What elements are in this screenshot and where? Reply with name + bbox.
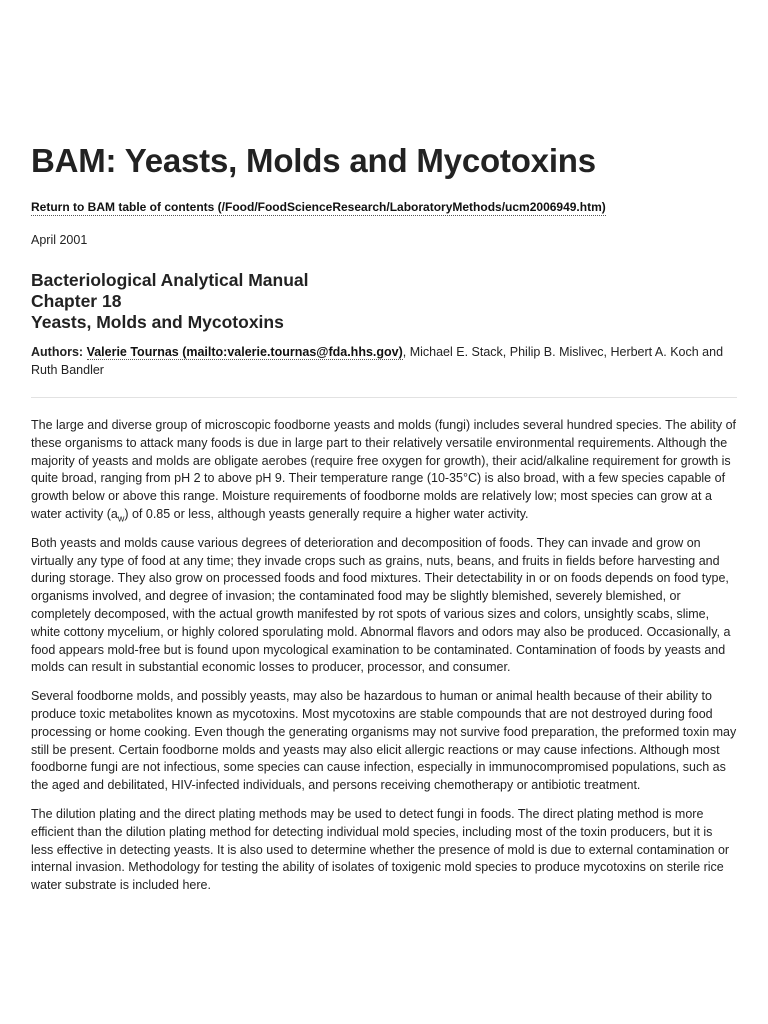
paragraph-4: The dilution plating and the direct plating methods may be used to detect fungi in foods. The direct plating method is more efficient than the dilution plating method for detecting individual mold species, including most of the toxin producers, but it is less effective in detecting yeasts. It is also used to determine whether the presence of mold is due to external contamination or internal invasion. Methodology for testing the ability of isolates of toxigenic mold species to produce mycotoxins on sterile rice water substrate is included here.: [31, 806, 730, 893]
author-email-link[interactable]: Valerie Tournas (mailto:valerie.tournas@fda.hhs.gov): [86, 345, 403, 359]
article-body: [31, 417, 737, 906]
manual-name: Bacteriological Analytical Manual: [31, 270, 309, 290]
paragraph-2: Both yeasts and molds cause various degrees of deterioration and decomposition of foods. They can invade and grow on virtually any type of food at any time; they invade crops such as grains, nuts, beans, and fruits in fields before harvesting and during storage. They also grow on processed foods and food mixtures. Their detectability in or on foods depends on food type, organisms involved, and degree of invasion; the contaminated food may be slightly blemished, severely blemished, or completely decomposed, with the actual growth manifested by rot spots of various sizes and colors, unsightly scabs, slime, white cottony mycelium, or highly colored sporulating mold. Abnormal flavors and odors may also be produced. Occasionally, a food appears mold-free but is found upon mycological examination to be contaminated. Contamination of foods by yeasts and molds can result in substantial economic losses to producer, processor, and consumer.: [31, 535, 731, 675]
paragraph-1-text-end: ) of 0.85 or less, although yeasts generally require a higher water activity.: [124, 506, 529, 521]
chapter-number: Chapter 18: [31, 291, 122, 311]
authors-line: [31, 344, 737, 379]
section-divider: [31, 397, 737, 398]
paragraph-1: [31, 417, 737, 524]
publication-date: April 2001: [31, 233, 88, 247]
chapter-title: Yeasts, Molds and Mycotoxins: [31, 312, 284, 332]
return-to-toc-link[interactable]: Return to BAM table of contents (/Food/FoodScienceResearch/LaboratoryMethods/ucm2006949.htm): [31, 200, 606, 214]
paragraph-3: Several foodborne molds, and possibly yeasts, may also be hazardous to human or animal health because of their ability to produce toxic metabolites known as mycotoxins. Most mycotoxins are stable compounds that are not destroyed during food processing or home cooking. Even though the generating organisms may not survive food preparation, the preformed toxin may still be present. Certain foodborne molds and yeasts may also elicit allergic reactions or may cause infections. Although most foodborne fungi are not infectious, some species can cause infection, especially in immunocompromised populations, such as the aged and debilitated, HIV-infected individuals, and persons receiving chemotherapy or antibiotic treatment.: [31, 689, 737, 793]
water-activity-subscript: w: [117, 513, 125, 524]
authors-label: Authors:: [31, 345, 84, 359]
chapter-heading: [31, 270, 309, 333]
paragraph-1-text: The large and diverse group of microscopic foodborne yeasts and molds (fungi) includes several hundred species. The ability of these organisms to attack many foods is due in large part to their relatively versatile environmental requirements. Although the majority of yeasts and molds are obligate aerobes (require free oxygen for growth), their acid/alkaline requirement for growth is quite broad, ranging from pH 2 to above pH 9. Their temperature range (10-35°C) is also broad, with a few species capable of growth below or above this range. Moisture requirements of foodborne molds are relatively low; most species can grow at a water activity (a: [31, 418, 737, 521]
page-title: BAM: Yeasts, Molds and Mycotoxins: [31, 142, 596, 179]
authors-others: , Michael E. Stack, Philip B. Mislivec, Herbert A. Koch and Ruth Bandler: [31, 345, 724, 377]
